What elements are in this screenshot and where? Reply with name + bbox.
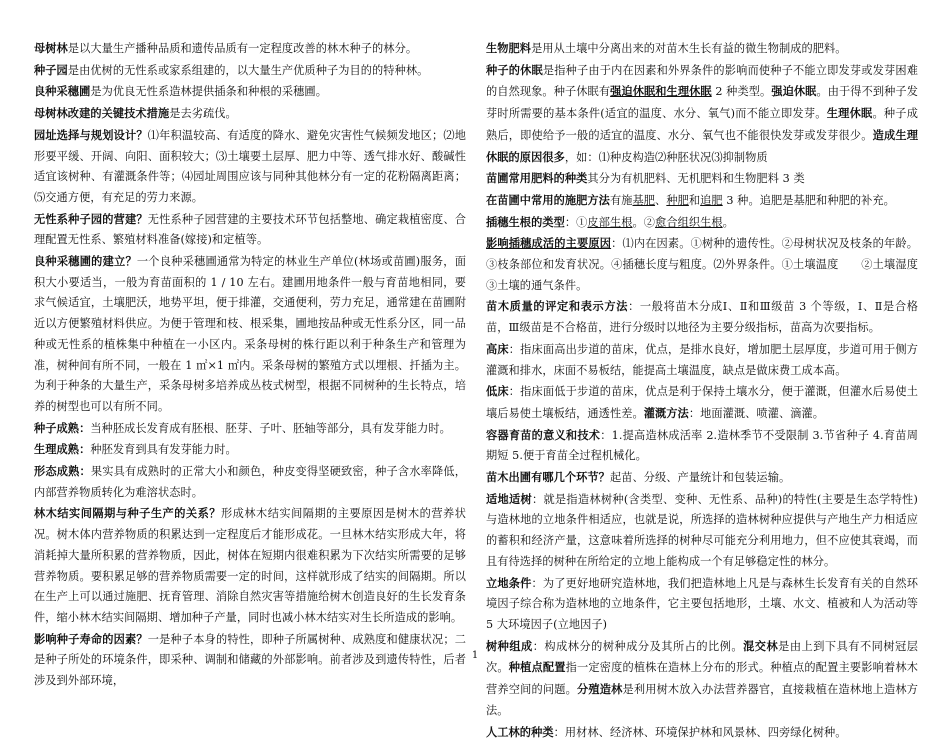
definition: 一个良种采穗圃通常为特定的林业生产单位(林场或苗圃)服务，面积大小要适当，一般为育苗面积的 1 / 10 左右。建圃用地条件一般与育苗地相同，要求气候适宜，土壤肥沃，地势平坦，便于排灌，交通便利，劳力充足，通常建在苗圃附近以方便繁殖材料供应。为便于管理和枝、根采集，圃地按品种或无性系分区，同一品种或无性系的植株集中种植在一小区内。采条母树的株行距以利于种条生产和管理为准，树种间有所不同，一般在 1 ㎡×1 ㎡内。采条母树的繁殖方式以埋根、扦插为主。为利于种条的大量生产，采条母树多培养成丛枝式树型，根据不同树种的生长特点，培养的树型也可以有所不同。 (34, 255, 466, 413)
definition: ：就是指造林树种(含类型、变种、无性系、品种)的特性(主要是生态学特性)与造林地的立地条件相适应，也就是说，所选择的造林树种应提供与产地生产力相适应的蓄积和经济产量，这意味着所选择的树种尽可能充分利用地力，但不应使其衰竭，而且有待选择的树种在所给定的立地上能构成一个有足够稳定性的林分。 (486, 493, 918, 568)
paragraph-cutting-survival (486, 233, 918, 296)
definition: 当种胚成长发育成有胚根、胚芽、子叶、胚轴等部分，具有发芽能力时。 (90, 422, 451, 435)
definition: 是为优良无性系造林提供插条和种根的采穗圃。 (90, 85, 327, 98)
term: 高床 (486, 342, 509, 356)
term: 灌溉方法 (644, 406, 689, 420)
definition: 其分为有机肥料、无机肥料和生物肥料 3 类 (587, 172, 804, 185)
definition: 是以大量生产播种品质和遗传品质有一定程度改善的林木种子的林分。 (68, 42, 417, 55)
paragraph-site-conditions (486, 573, 918, 636)
term: 容器育苗的意义和技术 (486, 428, 600, 442)
text: 2 种类型。 (712, 85, 772, 98)
term: 种子成熟： (34, 421, 90, 435)
paragraph-nursery-output (486, 467, 918, 489)
paragraph-scion-orchard (34, 81, 466, 103)
paragraph-mother-forest (34, 38, 466, 60)
text: 追肥 (700, 194, 723, 207)
term: 苗木质量的评定和表示方法 (486, 299, 628, 313)
term: 生理休眠 (827, 106, 873, 120)
paragraph-seed-orchard (34, 60, 466, 82)
paragraph-high-bed (486, 339, 918, 381)
term: 无性系种子园的营建？ (34, 212, 148, 226)
paragraph-scion-establish (34, 251, 466, 418)
definition: 是去劣疏伐。 (169, 107, 237, 120)
text: 种肥 (666, 194, 689, 207)
paragraph-plantation-types (486, 722, 918, 743)
text: 是利用树木放入办法营养器官，直接栽植在造林地上造林方法。 (486, 683, 918, 717)
text: 是指种子由于内在因素和外界条件的影响而使种子不能立即发芽或发芽困难的自然现象。种子休眠有 (486, 64, 918, 99)
paragraph-bio-fertilizer (486, 38, 918, 60)
term: 低床 (486, 384, 509, 398)
text: ：指床面低于步道的苗床，优点是利于保持土壤水分，便于灌溉，但灌水后易使土壤后易使土壤板结，通透性差。 (486, 385, 918, 420)
text: 是由上到下具有不同树冠层次。 (486, 640, 918, 675)
term: 良种采穗圃的建立？ (34, 254, 137, 268)
term: 人工林的种类 (486, 725, 554, 739)
page-number: 1 (0, 650, 950, 661)
term: 强迫休眠和生理休眠 (610, 84, 712, 98)
definition: ：为了更好地研究造林地，我们把造林地上凡是与森林生长发育有关的自然环境因子综合称为造林地的立地条件，它主要包括地形，土壤、水文、植被和人为活动等 5 大环境因子(立地因子) (486, 577, 918, 631)
paragraph-container-seedling (486, 425, 918, 467)
paragraph-clonal-orchard (34, 209, 466, 251)
term: 造成生理休眠的原因很多 (486, 128, 918, 164)
text: ，如：⑴种皮构造⑵种胚状况⑶抑制物质 (565, 151, 768, 164)
term: 影响种子寿命的因素？ (34, 632, 148, 646)
term: 生物肥料 (486, 41, 531, 55)
definition: ：1.提高造林成活率 2.造林季节不受限制 3.节省种子 4.育苗周期短 5.便于育苗全过程机械化。 (486, 429, 918, 463)
text: 有施 (610, 194, 633, 207)
text: ：地面灌溉、喷灌、滴灌。 (689, 407, 824, 420)
text: 指一定密度的植株在造林上分布的形式。种植点的配置主要影响着林木营养空间的问题。 (486, 661, 918, 696)
term: 园址选择与规划设计？ (34, 128, 148, 142)
text: ：① (565, 216, 588, 229)
term: 适地适树 (486, 492, 532, 506)
term: 苗木出圃有哪几个环节？ (486, 470, 610, 484)
term: 种子园 (34, 63, 68, 77)
text: 。种子成熟后，即使给予一般的适宜的温度、水分、氧气也不能很快发芽或发芽很少。 (486, 107, 918, 142)
paragraph-site-matching (486, 489, 918, 573)
paragraph-physiological (34, 439, 466, 461)
definition: 果实具有成熟时的正常大小和颜色，种皮变得坚硬致密，种子含水率降低，内部营养物质转化为难溶状态时。 (34, 465, 466, 499)
term: 良种采穗圃 (34, 84, 90, 98)
definition: 无性系种子园营建的主要技术环节包括整地、确定栽植密度、合理配置无性系、繁殖材料准备(嫁接)和定植等。 (34, 213, 466, 247)
definition: 一是种子本身的特性，即种子所属树种、成熟度和健康状况；二是种子所处的环境条件，即采种、调制和储藏的外部影响。前者涉及到遗传特性，后者涉及到外部环境， (34, 633, 466, 687)
term: 母树林改建的关键技术措施 (34, 106, 169, 120)
paragraph-fruiting-interval (34, 503, 466, 628)
term: 立地条件 (486, 576, 531, 590)
right-column (486, 38, 918, 743)
term: 混交林 (743, 639, 778, 653)
term: 种植点配置 (509, 660, 566, 674)
definition: ⑴年积温较高、有适度的降水、避免灾害性气候频发地区；⑵地形要平缓、开阔、向阳、面积较大；⑶土壤要土层厚、肥力中等、透气排水好、酸碱性适宜该树种、有灌溉条件等；⑷园址周围应该与同种其他林分有一定的花粉隔离距离；⑸交通方便，有充足的劳力来源。 (34, 129, 466, 204)
term: 生理成熟： (34, 442, 90, 456)
paragraph-species-composition (486, 636, 918, 722)
text: 、 (655, 194, 666, 207)
paragraph-seed-dormancy (486, 60, 918, 169)
definition: ：一般将苗木分成Ⅰ、Ⅱ和Ⅲ级苗 3 个等级，Ⅰ、Ⅱ是合格苗，Ⅲ级苗是不合格苗，进行分级时以地径为主要分级指标，苗高为次要指标。 (486, 300, 918, 334)
definition: 起苗、分级、产量统计和包装运输。 (610, 471, 790, 484)
term: 强迫休眠 (771, 84, 816, 98)
left-column (34, 38, 466, 692)
paragraph-improvement (34, 103, 466, 125)
term: 在苗圃中常用的施肥方法 (486, 193, 610, 207)
term: 母树林 (34, 41, 68, 55)
paragraph-seed-maturity (34, 418, 466, 440)
term: 林木结实间隔期与种子生产的关系？ (34, 506, 221, 520)
paragraph-morphological (34, 461, 466, 503)
term: 苗圃常用肥料的种类 (486, 171, 587, 185)
definition: 是用从土壤中分离出来的对苗木生长有益的微生物制成的肥料。 (531, 42, 847, 55)
definition: ：⑴内在因素。①树种的遗传性。②母树状况及枝条的年龄。③枝条部位和发育状况。④插穗长度与粗度。⑵外界条件。①土壤温度 ②土壤湿度③土壤的通气条件。 (486, 237, 918, 291)
paragraph-seedling-quality (486, 296, 918, 338)
text: 3 种。追肥是基肥和种肥的补充。 (723, 194, 895, 207)
definition: 是由优树的无性系或家系组建的，以大量生产优质种子为目的的特种林。 (68, 64, 429, 77)
paragraph-fertilizer-types (486, 168, 918, 190)
text: 基肥 (633, 194, 656, 207)
text: 。② (633, 216, 656, 229)
paragraph-low-bed (486, 381, 918, 424)
paragraph-fertilizing-methods (486, 190, 918, 212)
text: ：构成林分的树种成分及其所占的比例。 (533, 640, 743, 653)
text: 皮部生根 (587, 216, 632, 229)
paragraph-rooting-types (486, 212, 918, 234)
definition: 形成林木结实间隔期的主要原因是树木的营养状况。树木体内营养物质的积累达到一定程度后才能形成花。一旦林木结实形成大年，将消耗掉大量所积累的营养物质，因此，树体在短期内很难积累为下次结实所需要的足够营养物质。要积累足够的营养物质需要一定的时间，这样就形成了结实的间隔期。所以在生产上可以通过施肥、抚育管理、消除自然灾害等措施给树木创造良好的生长发育条件，缩小林木结实间隔期、增加种子产量，同时也减小林木结实对生长所造成的影响。 (34, 507, 466, 624)
term: 形态成熟： (34, 464, 91, 478)
term: 插穗生根的类型 (486, 215, 565, 229)
text: 愈合组织生根 (655, 216, 723, 229)
term: 树种组成 (486, 639, 533, 653)
definition: 种胚发育到具有发芽能力时。 (90, 443, 236, 456)
term: 分殖造林 (577, 682, 622, 696)
text: 和 (689, 194, 700, 207)
term: 影响插穗成活的主要原因 (486, 236, 611, 250)
text: 。由于得不到种子发芽时所需要的基本条件(适宜的温度、水分、氧气)而不能立即发芽。 (486, 85, 918, 120)
paragraph-site-selection (34, 125, 466, 209)
term: 种子的休眠 (486, 63, 543, 77)
text: 。 (723, 216, 734, 229)
definition: ：用材林、经济林、环境保护林和风景林、四旁绿化树种。 (554, 726, 847, 739)
definition: ：指床面高出步道的苗床，优点，是排水良好，增加肥土层厚度，步道可用于侧方灌溉和排水，床面不易板结，能提高土壤温度，缺点是做床费工成本高。 (486, 343, 918, 377)
